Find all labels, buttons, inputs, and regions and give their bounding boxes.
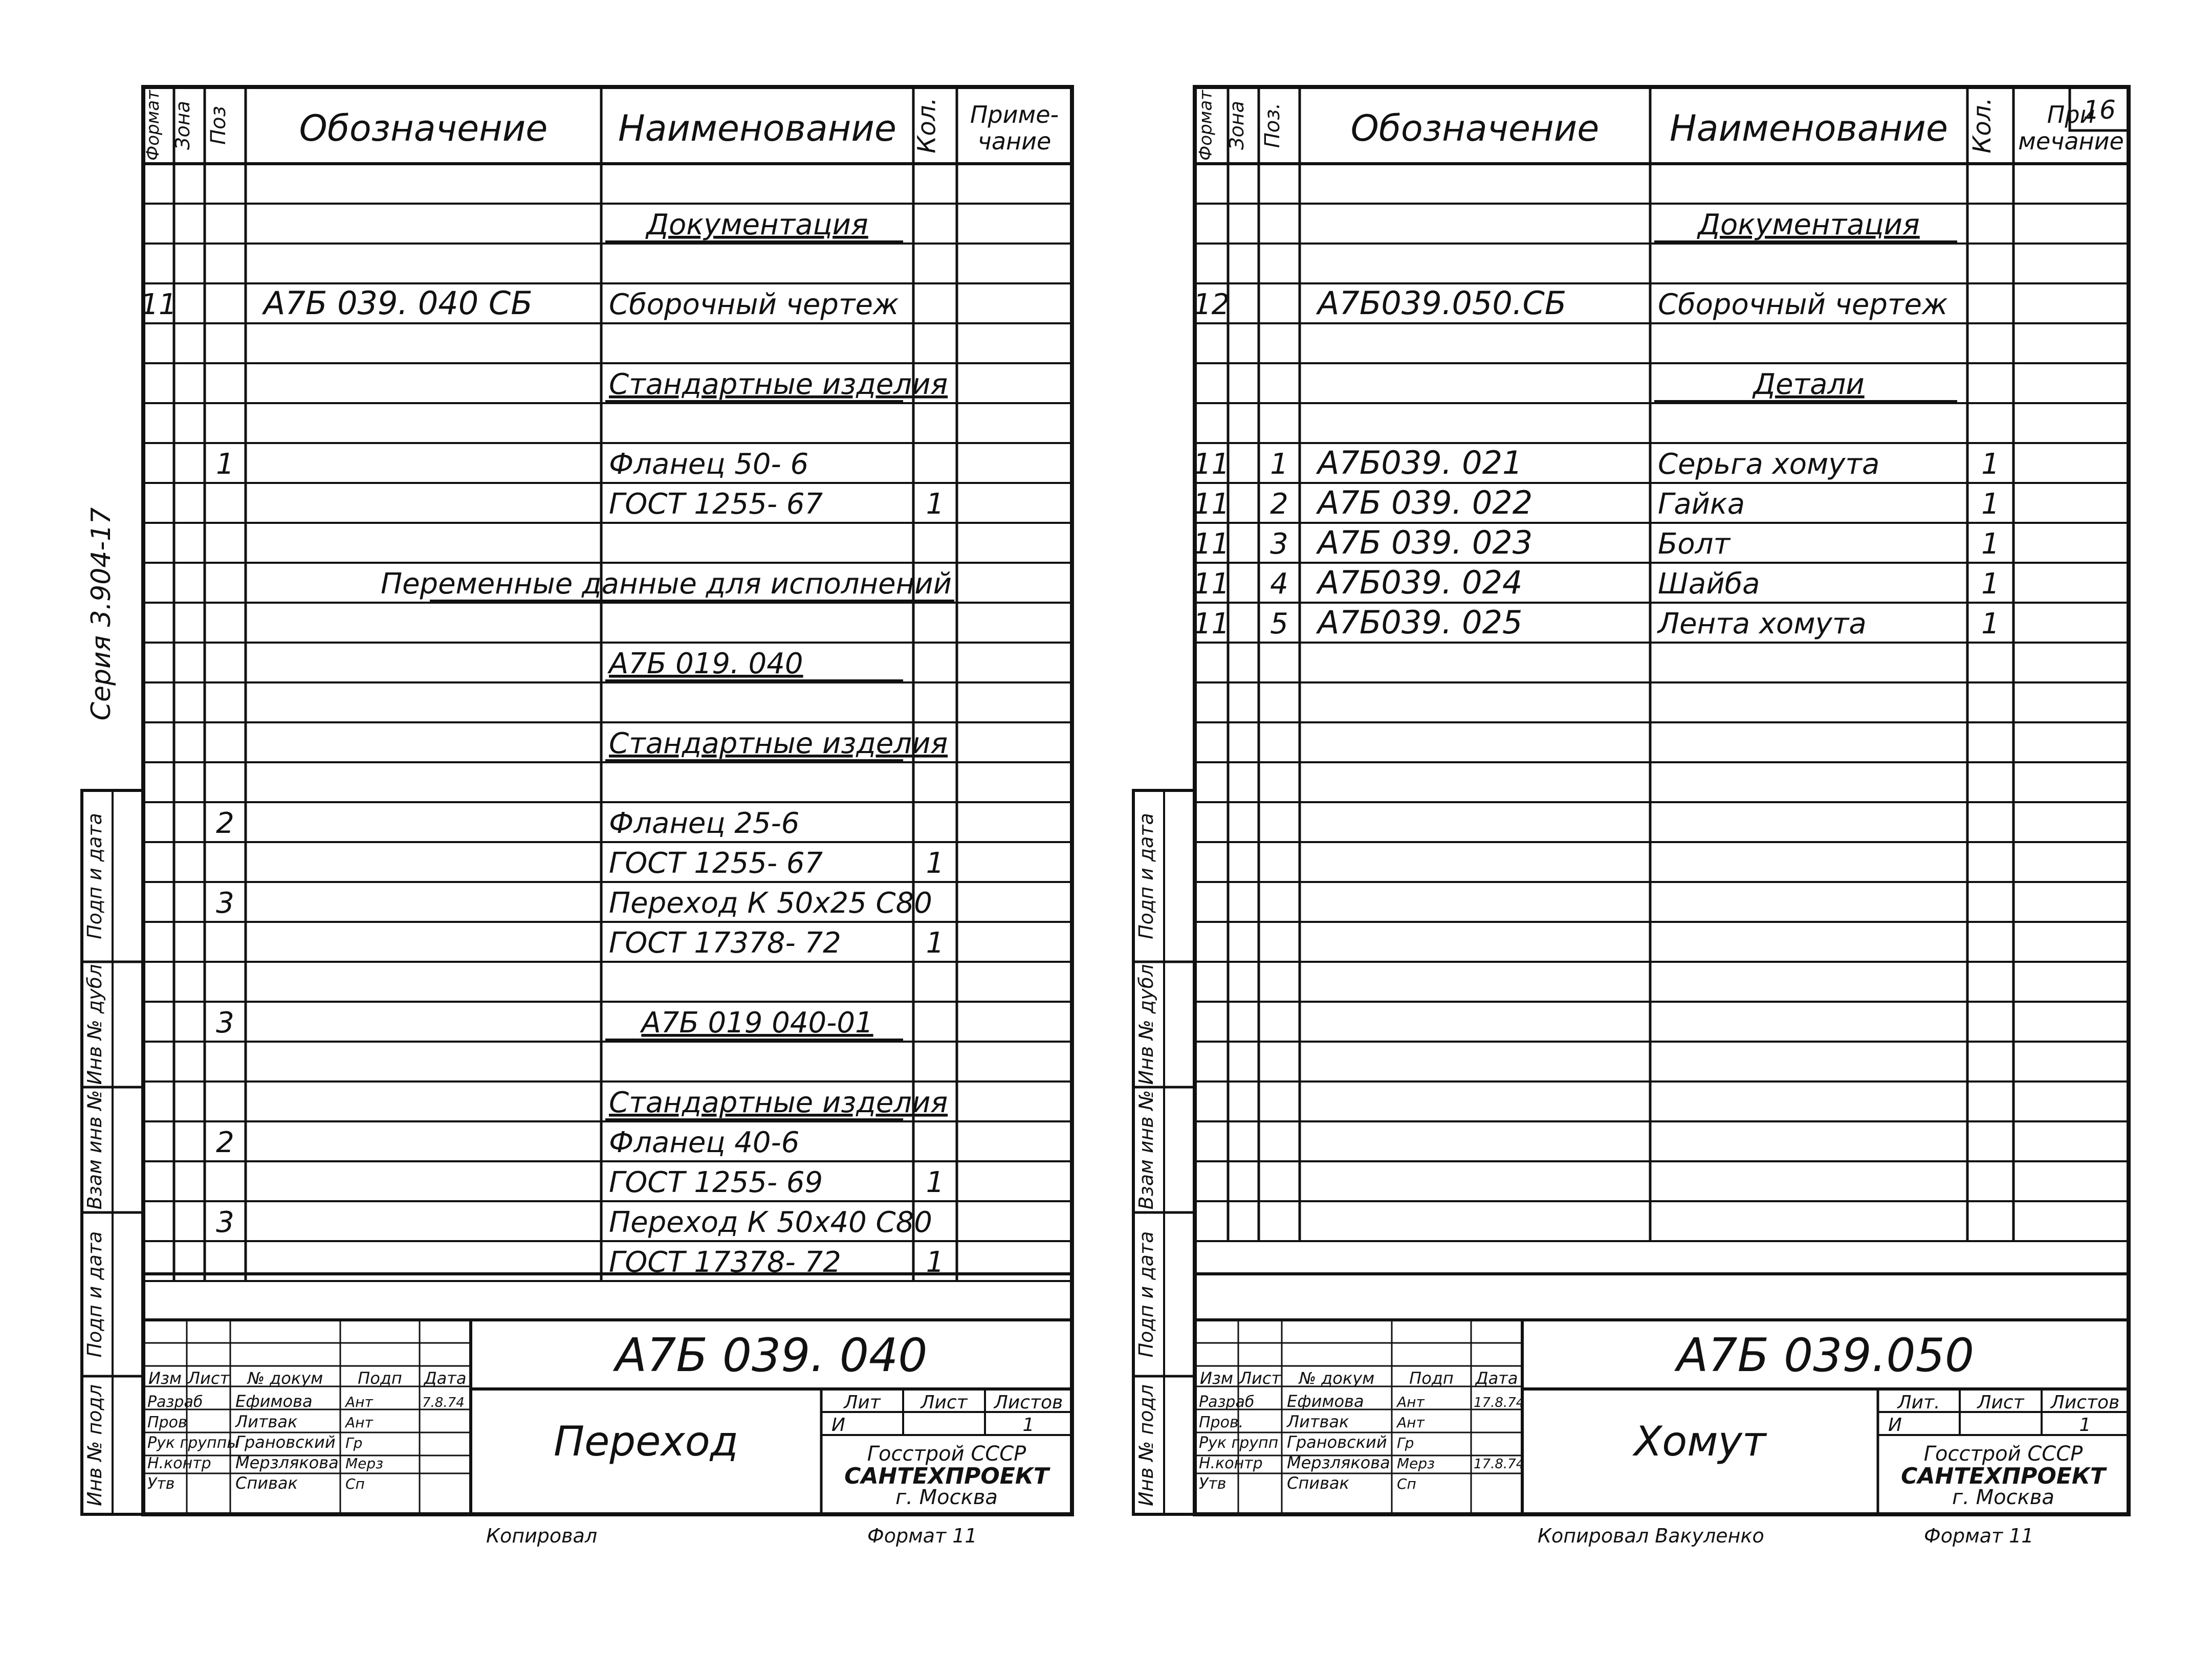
- row-qty: 1: [926, 488, 945, 521]
- row-designation: А7Б039.050.СБ: [1318, 284, 1567, 322]
- series-label: Серия 3.904-17: [86, 507, 117, 721]
- row-pos: 3: [1270, 527, 1288, 561]
- stamp-col-head: Подп: [1409, 1369, 1454, 1388]
- row-pos: 2: [216, 807, 234, 840]
- row-name: Детали: [1753, 368, 1865, 401]
- stamp-role: Пров: [147, 1414, 187, 1431]
- row-qty: 1: [1981, 567, 2000, 601]
- row-pos: 3: [216, 887, 234, 920]
- stamp-signature: Ант: [345, 1394, 373, 1410]
- row-format: 11: [1193, 527, 1230, 561]
- header-zone: Зона: [1225, 101, 1248, 150]
- stamp-col-head: Дата: [1475, 1369, 1518, 1388]
- stamp-role: Рук группы: [147, 1434, 239, 1452]
- stamp-org-1: Госстрой СССР: [1923, 1442, 2083, 1466]
- stamp-code: А7Б 039.050: [1676, 1329, 1975, 1382]
- margin-label: Инв № дубл: [83, 964, 106, 1085]
- row-name: Сборочный чертеж: [609, 288, 899, 321]
- stamp-lit-label: Лит.: [1897, 1392, 1940, 1413]
- copied-by: Копировал Вакуленко: [1538, 1525, 1764, 1547]
- stamp-name: Ефимова: [235, 1392, 313, 1411]
- margin-label: Взам инв №: [1135, 1090, 1157, 1210]
- row-name: ГОСТ 17378- 72: [609, 1246, 841, 1279]
- stamp-org-2: САНТЕХПРОЕКТ: [1901, 1463, 2106, 1489]
- row-designation: А7Б 039. 023: [1318, 524, 1533, 561]
- row-qty: 1: [926, 1246, 945, 1279]
- stamp-role: Пров.: [1199, 1414, 1244, 1431]
- stamp-col-head: № докум: [1299, 1369, 1375, 1388]
- margin-label: Инв № дубл: [1135, 964, 1157, 1085]
- row-designation: А7Б039. 025: [1318, 604, 1523, 641]
- stamp-col-head: Изм: [1199, 1369, 1234, 1388]
- stamp-code: А7Б 039. 040: [615, 1329, 928, 1382]
- row-qty: 1: [926, 1166, 945, 1199]
- stamp-signature: Мерз: [1397, 1455, 1435, 1472]
- stamp-org-2: САНТЕХПРОЕКТ: [844, 1463, 1049, 1489]
- stamp-signature: Сп: [1397, 1475, 1416, 1492]
- row-name: Фланец 50- 6: [609, 448, 809, 481]
- stamp-signature: Гр: [345, 1435, 363, 1451]
- stamp-signature: Ант: [345, 1414, 373, 1431]
- row-name: Переход К 50х25 С80: [609, 887, 932, 920]
- header-format: Формат: [143, 90, 163, 161]
- row-qty: 1: [926, 926, 945, 960]
- stamp-lit-value: И: [831, 1415, 845, 1436]
- row-name: Стандартные изделия: [609, 1086, 948, 1119]
- row-pos: 4: [1270, 567, 1288, 601]
- row-pos: 5: [1270, 607, 1288, 641]
- stamp-name: Спивак: [1287, 1473, 1349, 1493]
- stamp-role: Разраб: [147, 1393, 203, 1411]
- header-qty: Кол.: [912, 97, 941, 153]
- row-format: 11: [1193, 448, 1230, 481]
- row-name: ГОСТ 1255- 67: [609, 488, 823, 521]
- row-designation: А7Б 039. 022: [1318, 484, 1533, 521]
- row-designation: А7Б039. 024: [1318, 564, 1523, 601]
- stamp-col-head: № докум: [247, 1369, 323, 1388]
- header-format: Формат: [1195, 90, 1216, 161]
- row-name: Сборочный чертеж: [1658, 288, 1948, 321]
- stamp-role: Н.контр: [147, 1454, 211, 1472]
- row-name: Документация: [1698, 208, 1920, 241]
- header-zone: Зона: [171, 101, 194, 150]
- row-qty: 1: [1981, 488, 2000, 521]
- row-format: 11: [1193, 607, 1230, 641]
- stamp-name: Ефимова: [1287, 1392, 1364, 1411]
- row-designation: А7Б039. 021: [1318, 444, 1523, 481]
- stamp-lit-label: Лит: [844, 1392, 881, 1413]
- stamp-col-head: Лист: [187, 1369, 230, 1388]
- header-note-2: чание: [977, 127, 1052, 155]
- row-qty: 1: [1981, 448, 2000, 481]
- stamp-sheet-label: Лист: [921, 1392, 968, 1413]
- header-designation: Обозначение: [299, 107, 548, 149]
- stamp-role: Разраб: [1199, 1393, 1255, 1411]
- copied-by: Копировал: [486, 1525, 598, 1547]
- row-name: Серьга хомута: [1658, 448, 1880, 481]
- stamp-signature: Мерз: [345, 1455, 384, 1472]
- row-qty: 1: [1981, 527, 2000, 561]
- row-name: Переход К 50х40 С80: [609, 1206, 932, 1239]
- row-format: 11: [140, 288, 177, 321]
- stamp-org-1: Госстрой СССР: [867, 1442, 1026, 1466]
- header-name: Наименование: [1670, 107, 1948, 149]
- stamp-name: Спивак: [235, 1473, 298, 1493]
- header-pos: Поз.: [1261, 102, 1284, 148]
- row-pos: 2: [1270, 488, 1288, 521]
- header-note-1: Приме-: [970, 101, 1059, 128]
- stamp-name: Грановский: [235, 1432, 336, 1452]
- row-format: 11: [1193, 488, 1230, 521]
- stamp-sheets-label: Листов: [2050, 1392, 2120, 1413]
- row-pos: 1: [216, 448, 234, 481]
- row-pos: 2: [216, 1126, 234, 1159]
- row-name: ГОСТ 17378- 72: [609, 926, 841, 960]
- stamp-name: Мерзлякова: [1287, 1453, 1390, 1472]
- stamp-org-3: г. Москва: [895, 1486, 998, 1509]
- row-name: А7Б 019. 040: [609, 647, 803, 680]
- stamp-role: Утв: [147, 1475, 175, 1493]
- stamp-name: Мерзлякова: [235, 1453, 339, 1472]
- row-name: Лента хомута: [1658, 607, 1867, 641]
- row-name: Фланец 25-6: [609, 807, 800, 840]
- header-pos: Поз: [207, 106, 230, 145]
- stamp-sheets-value: 1: [1022, 1415, 1035, 1436]
- stamp-col-head: Дата: [424, 1369, 467, 1388]
- stamp-signature: Ант: [1397, 1414, 1425, 1431]
- format-label: Формат 11: [1924, 1525, 2034, 1547]
- header-designation: Обозначение: [1350, 107, 1600, 149]
- stamp-signature: Гр: [1397, 1435, 1414, 1451]
- row-name: Шайба: [1658, 567, 1760, 601]
- stamp-title: Переход: [554, 1418, 738, 1465]
- row-name: Болт: [1658, 527, 1731, 561]
- row-name: А7Б 019 040-01: [641, 1006, 873, 1040]
- stamp-title: Хомут: [1634, 1418, 1766, 1465]
- stamp-role: Утв: [1199, 1475, 1227, 1493]
- margin-label: Подп и дата: [1135, 813, 1157, 939]
- row-qty: 1: [926, 847, 945, 880]
- stamp-org-3: г. Москва: [1952, 1486, 2054, 1509]
- row-format: 12: [1193, 288, 1230, 321]
- format-label: Формат 11: [867, 1525, 977, 1547]
- stamp-col-head: Изм: [148, 1369, 182, 1388]
- margin-label: Подп и дата: [83, 1231, 106, 1358]
- right-spec-sheet: [1193, 87, 2129, 1547]
- margin-label: Взам инв №: [83, 1090, 106, 1210]
- stamp-name: Литвак: [235, 1412, 298, 1431]
- stamp-sheet-label: Лист: [1977, 1392, 2024, 1413]
- stamp-signature: Ант: [1397, 1394, 1425, 1410]
- margin-label: Инв № подл: [83, 1384, 106, 1507]
- left-spec-sheet: [140, 87, 1072, 1547]
- stamp-date: 17.8.74: [1474, 1457, 1525, 1472]
- stamp-name: Литвак: [1287, 1412, 1349, 1431]
- header-note-1: При: [2047, 101, 2095, 128]
- row-name: Стандартные изделия: [609, 727, 948, 760]
- row-pos: 3: [216, 1206, 234, 1239]
- row-name: Фланец 40-6: [609, 1126, 800, 1159]
- stamp-date: 7.8.74: [422, 1395, 465, 1410]
- header-qty: Кол.: [1968, 97, 1997, 153]
- row-name: Гайка: [1658, 488, 1745, 521]
- stamp-date: 17.8.74: [1474, 1395, 1525, 1410]
- row-qty: 1: [1981, 607, 2000, 641]
- header-name: Наименование: [618, 107, 896, 149]
- row-name: ГОСТ 1255- 67: [609, 847, 823, 880]
- row-name: Документация: [646, 208, 868, 241]
- stamp-role: Рук групп: [1199, 1434, 1279, 1452]
- sheet-number: 16: [2083, 95, 2116, 125]
- margin-label: Подп и дата: [1135, 1231, 1157, 1358]
- row-name: Стандартные изделия: [609, 368, 948, 401]
- row-designation: А7Б 039. 040 СБ: [264, 284, 533, 322]
- stamp-col-head: Подп: [358, 1369, 402, 1388]
- margin-label: Инв № подл: [1135, 1384, 1157, 1507]
- row-format: 11: [1193, 567, 1230, 601]
- margin-label: Подп и дата: [83, 813, 106, 939]
- row-pos: 1: [1270, 448, 1288, 481]
- stamp-sheets-label: Листов: [994, 1392, 1063, 1413]
- stamp-signature: Сп: [345, 1475, 365, 1492]
- row-name: ГОСТ 1255- 69: [609, 1166, 823, 1199]
- stamp-name: Грановский: [1287, 1432, 1387, 1452]
- stamp-role: Н.контр: [1199, 1454, 1263, 1472]
- row-pos: 3: [216, 1006, 234, 1040]
- stamp-lit-value: И: [1888, 1415, 1902, 1436]
- stamp-sheets-value: 1: [2079, 1415, 2091, 1436]
- stamp-col-head: Лист: [1239, 1369, 1281, 1388]
- row-spanning-label: Переменные данные для исполнений: [380, 567, 952, 601]
- header-note-2: мечание: [2018, 127, 2124, 155]
